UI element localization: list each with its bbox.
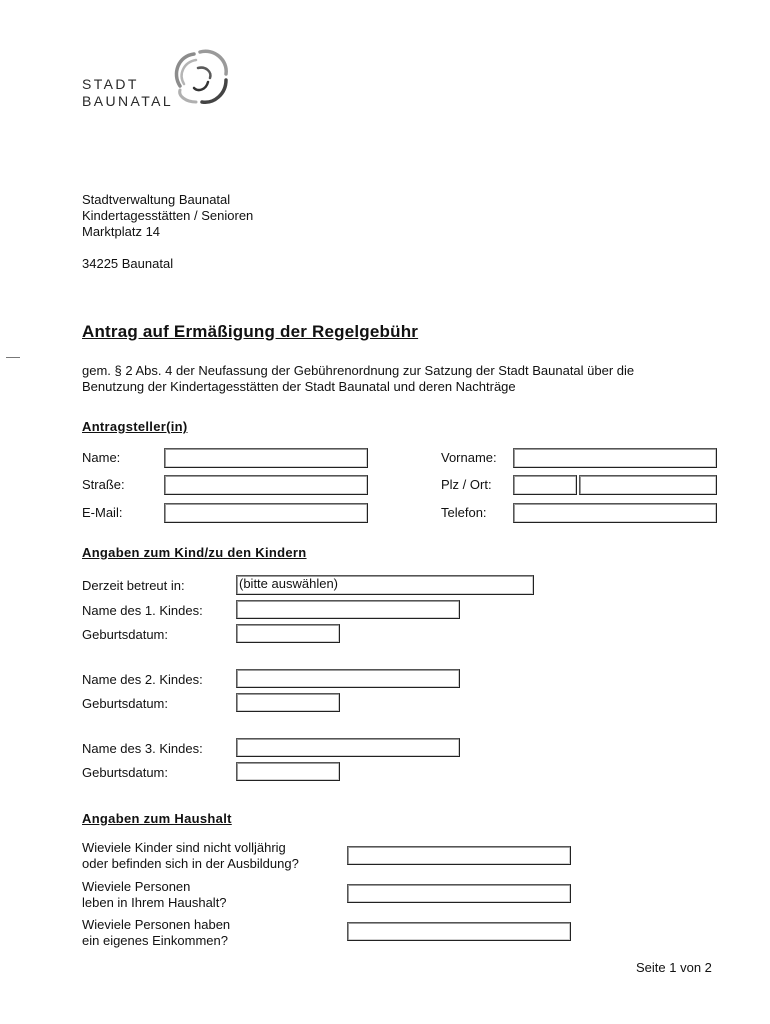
logo-line-baunatal: BAUNATAL [82, 93, 174, 109]
child3-name-input[interactable] [236, 738, 460, 757]
city-input[interactable] [579, 475, 717, 495]
child1-birth-input[interactable] [236, 624, 340, 643]
household-q3-line-1: Wieviele Personen haben [82, 917, 231, 932]
phone-input[interactable] [513, 503, 717, 523]
children-heading: Angaben zum Kind/zu den Kindern [82, 545, 307, 560]
address-line-4: 34225 Baunatal [82, 256, 174, 271]
child1-name-input[interactable] [236, 600, 460, 619]
zipcity-label: Plz / Ort: [441, 477, 492, 492]
household-q2-line-2: leben in Ihrem Haushalt? [82, 895, 227, 910]
email-input[interactable] [164, 503, 368, 523]
child1-name-label: Name des 1. Kindes: [82, 603, 203, 618]
child1-birth-label: Geburtsdatum: [82, 627, 168, 642]
intro-line-2: Benutzung der Kindertagesstätten der Stadt Baunatal und deren Nachträge [82, 379, 516, 394]
city-logo-icon [168, 46, 234, 108]
child2-birth-label: Geburtsdatum: [82, 696, 168, 711]
household-q3-line-2: ein eigenes Einkommen? [82, 933, 228, 948]
email-label: E-Mail: [82, 505, 123, 520]
child2-birth-input[interactable] [236, 693, 340, 712]
firstname-label: Vorname: [441, 450, 497, 465]
fold-mark [6, 357, 20, 358]
intro-line-1: gem. § 2 Abs. 4 der Neufassung der Gebührenordnung zur Satzung der Stadt Baunatal über die [82, 363, 635, 378]
child2-name-input[interactable] [236, 669, 460, 688]
care-label: Derzeit betreut in: [82, 578, 185, 593]
logo-line-stadt: STADT [82, 76, 139, 92]
name-label: Name: [82, 450, 121, 465]
page-title: Antrag auf Ermäßigung der Regelgebühr [82, 322, 419, 341]
address-line-1: Stadtverwaltung Baunatal [82, 192, 231, 207]
firstname-input[interactable] [513, 448, 717, 468]
child3-name-label: Name des 3. Kindes: [82, 741, 203, 756]
household-q1-line-2: oder befinden sich in der Ausbildung? [82, 856, 299, 871]
income-persons-input[interactable] [347, 922, 571, 941]
address-line-3: Marktplatz 14 [82, 224, 161, 239]
zip-input[interactable] [513, 475, 577, 495]
household-heading: Angaben zum Haushalt [82, 811, 232, 826]
street-label: Straße: [82, 477, 125, 492]
address-line-2: Kindertagesstätten / Senioren [82, 208, 254, 223]
logo-text [82, 76, 173, 110]
household-q2-line-1: Wieviele Personen [82, 879, 191, 894]
household-persons-input[interactable] [347, 884, 571, 903]
care-select-value: (bitte auswählen) [239, 576, 338, 591]
child2-name-label: Name des 2. Kindes: [82, 672, 203, 687]
household-q1-line-1: Wieviele Kinder sind nicht volljährig [82, 840, 286, 855]
child3-birth-input[interactable] [236, 762, 340, 781]
street-input[interactable] [164, 475, 368, 495]
child3-birth-label: Geburtsdatum: [82, 765, 168, 780]
phone-label: Telefon: [441, 505, 487, 520]
name-input[interactable] [164, 448, 368, 468]
care-select[interactable] [236, 575, 534, 595]
applicant-heading: Antragsteller(in) [82, 419, 188, 434]
page-number: Seite 1 von 2 [636, 960, 712, 975]
minor-children-input[interactable] [347, 846, 571, 865]
